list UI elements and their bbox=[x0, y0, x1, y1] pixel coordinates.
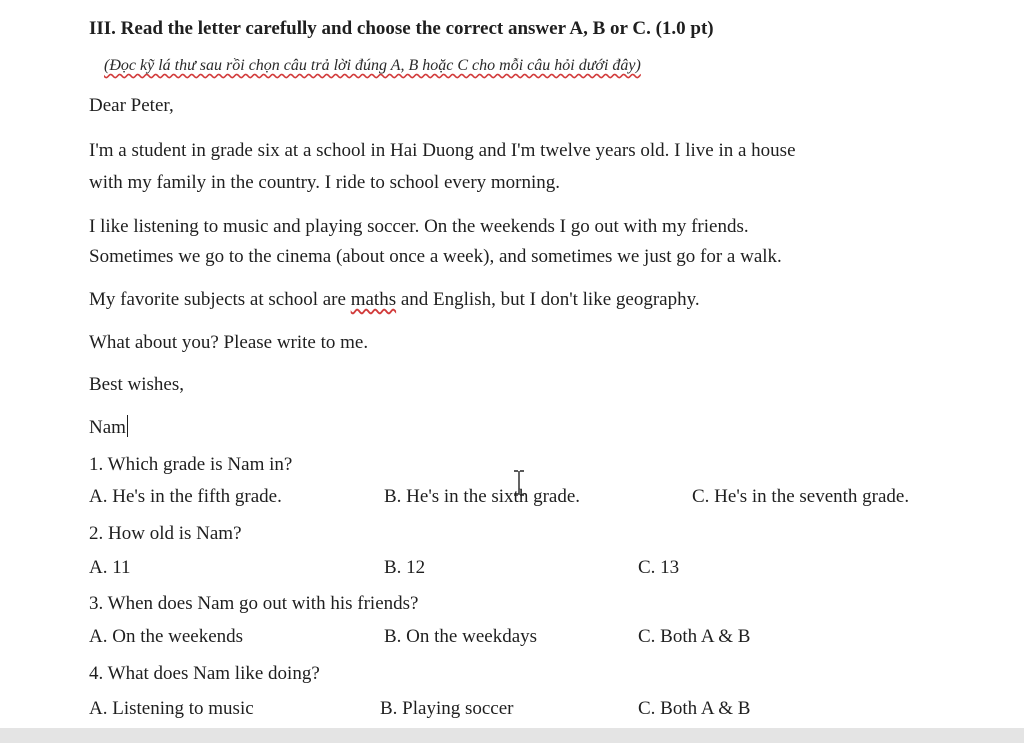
letter-greeting: Dear Peter, bbox=[89, 95, 174, 116]
letter-paragraph-1-line-2: with my family in the country. I ride to school every morning. bbox=[89, 172, 561, 193]
letter-paragraph-3-start: My favorite subjects at school are bbox=[89, 289, 351, 310]
instruction-text: (Đọc kỹ lá thư sau rồi chọn câu trả lời đúng A, B hoặc C cho mỗi câu hỏi dưới đây) bbox=[104, 57, 641, 74]
question-1-option-c: C. He's in the seventh grade. bbox=[692, 486, 910, 507]
question-3-option-a: A. On the weekends bbox=[89, 626, 244, 647]
letter-paragraph-2-line-2: Sometimes we go to the cinema (about once a week), and sometimes we just go for a walk. bbox=[89, 246, 782, 267]
question-1-option-b: B. He's in the sixth grade. bbox=[384, 486, 581, 507]
text-cursor bbox=[127, 415, 128, 437]
question-4-option-a: A. Listening to music bbox=[89, 698, 254, 719]
spellcheck-word-maths: maths bbox=[350, 289, 397, 310]
window-bottom-edge bbox=[0, 728, 1024, 743]
question-2-option-a: A. 11 bbox=[89, 557, 131, 578]
question-2-option-b: B. 12 bbox=[384, 557, 426, 578]
letter-closing: Best wishes, bbox=[89, 374, 184, 395]
section-heading: III. Read the letter carefully and choose the correct answer A, B or C. (1.0 pt) bbox=[89, 18, 714, 39]
question-2-option-c: C. 13 bbox=[638, 557, 680, 578]
question-3-option-c: C. Both A & B bbox=[638, 626, 751, 647]
letter-paragraph-4: What about you? Please write to me. bbox=[89, 332, 369, 353]
letter-paragraph-3-end: and English, but I don't like geography. bbox=[396, 289, 700, 310]
letter-paragraph-2-line-1: I like listening to music and playing soccer. On the weekends I go out with my friends. bbox=[89, 216, 749, 237]
letter-paragraph-3 bbox=[89, 285, 700, 315]
letter-paragraph-1-line-1: I'm a student in grade six at a school in Hai Duong and I'm twelve years old. I live in a house bbox=[89, 140, 796, 161]
signature-text: Nam bbox=[89, 417, 126, 438]
letter-signature[interactable] bbox=[89, 413, 128, 443]
question-1-option-a: A. He's in the fifth grade. bbox=[89, 486, 282, 507]
question-4: 4. What does Nam like doing? bbox=[89, 663, 320, 684]
mouse-ibeam-cursor-icon bbox=[513, 470, 525, 496]
question-1: 1. Which grade is Nam in? bbox=[89, 454, 293, 475]
question-4-option-b: B. Playing soccer bbox=[380, 698, 514, 719]
question-4-option-c: C. Both A & B bbox=[638, 698, 751, 719]
question-3: 3. When does Nam go out with his friends? bbox=[89, 593, 419, 614]
question-3-option-b: B. On the weekdays bbox=[384, 626, 538, 647]
question-2: 2. How old is Nam? bbox=[89, 523, 242, 544]
